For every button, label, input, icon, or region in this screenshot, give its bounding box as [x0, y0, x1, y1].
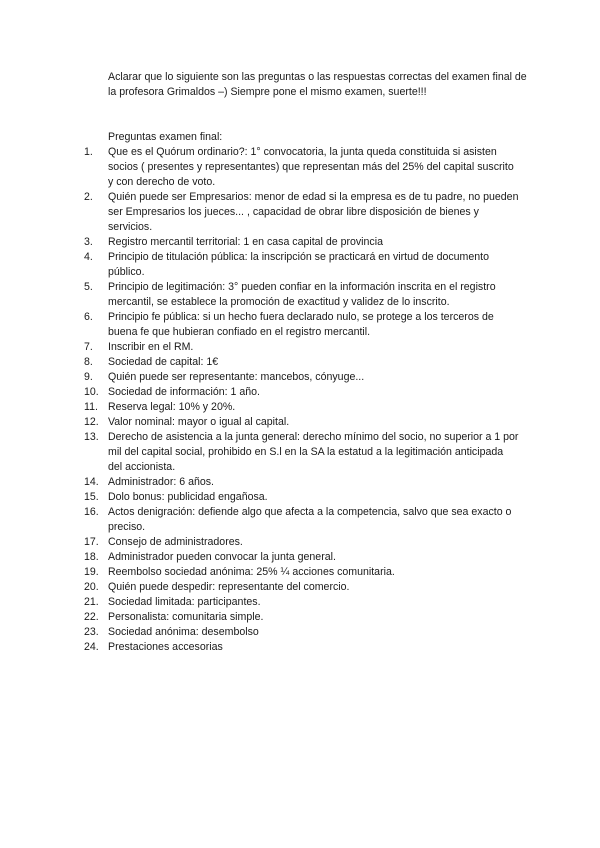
- list-item-number: 15.: [84, 491, 99, 503]
- list-item: [84, 280, 520, 310]
- list-item: [84, 550, 520, 565]
- list-item-text: Derecho de asistencia a la junta general: derecho mínimo del socio, no superior a 1 por mil del capital social, prohibido en S.l en la SA la estatud a la legitimación anticipada del accionista.: [108, 431, 519, 473]
- list-item: [84, 610, 520, 625]
- intro-paragraph: Aclarar que lo siguiente son las preguntas o las respuestas correctas del examen final de la profesora Grimaldos –) Siempre pone el mismo examen, suerte!!!: [108, 71, 527, 98]
- list-item-text: Reembolso sociedad anónima: 25% ¼ acciones comunitaria.: [108, 566, 395, 578]
- list-item-number: 22.: [84, 611, 99, 623]
- list-item-number: 24.: [84, 641, 99, 653]
- list-item: [84, 355, 520, 370]
- questions-list: [84, 145, 520, 655]
- list-item: [84, 565, 520, 580]
- list-item-number: 11.: [84, 401, 98, 413]
- list-item-number: 16.: [84, 506, 99, 518]
- list-item: [84, 310, 520, 340]
- list-item-text: Quién puede ser Empresarios: menor de edad si la empresa es de tu padre, no pueden ser Empresarios los jueces... , capacidad de obrar libre disposición de bienes y servicios.: [108, 191, 519, 233]
- list-item-number: 19.: [84, 566, 99, 578]
- list-item: [84, 535, 520, 550]
- list-item-text: Sociedad anónima: desembolso: [108, 626, 259, 638]
- list-item-text: Registro mercantil territorial: 1 en casa capital de provincia: [108, 236, 383, 248]
- list-item-number: 20.: [84, 581, 99, 593]
- list-item-text: Principio fe pública: si un hecho fuera declarado nulo, se protege a los terceros de buena fe que hubieran confiado en el registro mercantil.: [108, 311, 494, 338]
- list-item-number: 8.: [84, 356, 93, 368]
- list-item: [84, 370, 520, 385]
- list-item: [84, 595, 520, 610]
- list-item-number: 1.: [84, 146, 93, 158]
- list-item-number: 21.: [84, 596, 99, 608]
- list-item-number: 12.: [84, 416, 99, 428]
- list-item-text: Prestaciones accesorias: [108, 641, 223, 653]
- list-item: [84, 145, 520, 190]
- list-item: [84, 625, 520, 640]
- list-item-text: Sociedad limitada: participantes.: [108, 596, 261, 608]
- list-item-text: Sociedad de información: 1 año.: [108, 386, 260, 398]
- list-item-text: Principio de legitimación: 3° pueden confiar en la información inscrita en el registro mercantil, se establece la promoción de exactitud y validez de lo inscrito.: [108, 281, 496, 308]
- list-item-text: Principio de titulación pública: la inscripción se practicará en virtud de documento público.: [108, 251, 489, 278]
- list-item: [84, 400, 520, 415]
- list-item-number: 9.: [84, 371, 93, 383]
- list-item: [84, 385, 520, 400]
- list-item-text: Reserva legal: 10% y 20%.: [108, 401, 236, 413]
- list-item: [84, 505, 520, 535]
- list-item-number: 17.: [84, 536, 99, 548]
- list-item: [84, 235, 520, 250]
- list-item-text: Actos denigración: defiende algo que afecta a la competencia, salvo que sea exacto o preciso.: [108, 506, 512, 533]
- list-item: [84, 415, 520, 430]
- list-item-text: Quién puede ser representante: mancebos, cónyuge...: [108, 371, 365, 383]
- list-item-number: 18.: [84, 551, 99, 563]
- list-item-number: 14.: [84, 476, 99, 488]
- list-item-number: 7.: [84, 341, 93, 353]
- list-item-number: 6.: [84, 311, 93, 323]
- list-heading: Preguntas examen final:: [108, 131, 223, 143]
- list-item-number: 4.: [84, 251, 93, 263]
- list-item-text: Dolo bonus: publicidad engañosa.: [108, 491, 268, 503]
- list-item-number: 10.: [84, 386, 99, 398]
- list-item: [84, 640, 520, 655]
- list-item-text: Administrador: 6 años.: [108, 476, 214, 488]
- list-item-number: 5.: [84, 281, 93, 293]
- list-item-number: 13.: [84, 431, 99, 443]
- list-item-number: 3.: [84, 236, 93, 248]
- list-item-text: Sociedad de capital: 1€: [108, 356, 219, 368]
- list-item: [84, 430, 520, 475]
- list-item-number: 2.: [84, 191, 93, 203]
- list-item-text: Administrador pueden convocar la junta general.: [108, 551, 336, 563]
- list-item-text: Personalista: comunitaria simple.: [108, 611, 264, 623]
- list-item-text: Inscribir en el RM.: [108, 341, 194, 353]
- list-item: [84, 250, 520, 280]
- list-item: [84, 475, 520, 490]
- list-item: [84, 190, 520, 235]
- list-item-text: Quién puede despedir: representante del comercio.: [108, 581, 350, 593]
- list-item-text: Que es el Quórum ordinario?: 1° convocatoria, la junta queda constituida si asisten socios ( presentes y representantes) que representan más del 25% del capital suscrito y con derecho de voto.: [108, 146, 514, 188]
- list-item: [84, 490, 520, 505]
- list-item: [84, 340, 520, 355]
- list-item-text: Consejo de administradores.: [108, 536, 243, 548]
- list-item: [84, 580, 520, 595]
- list-item-text: Valor nominal: mayor o igual al capital.: [108, 416, 290, 428]
- list-item-number: 23.: [84, 626, 99, 638]
